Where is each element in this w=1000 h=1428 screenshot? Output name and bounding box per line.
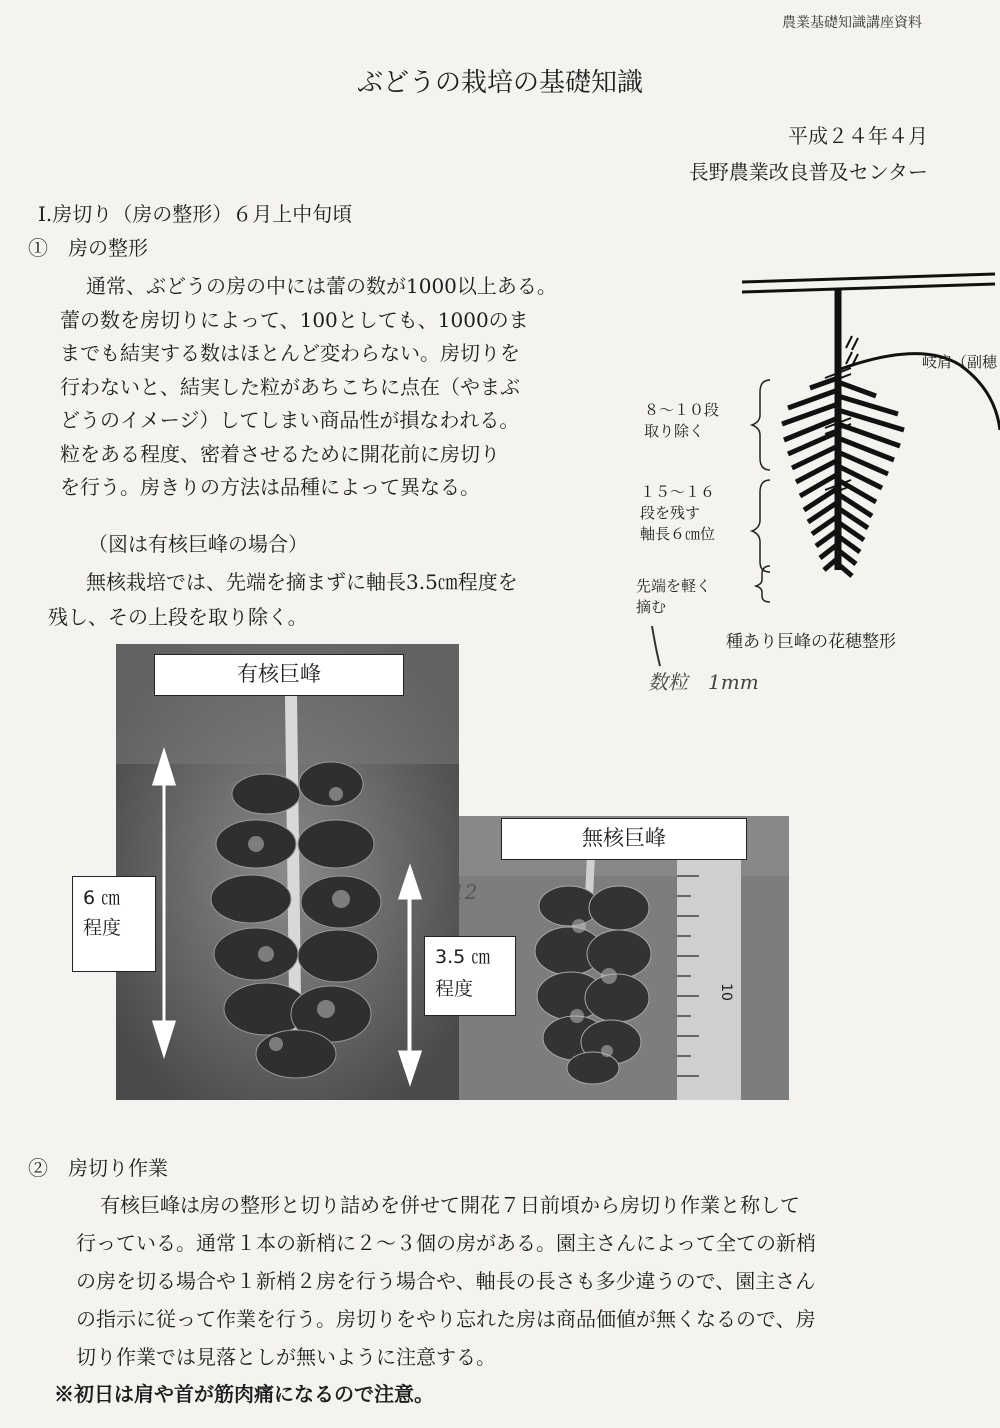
label-line: 取り除く [644, 422, 705, 440]
paragraph-line: の指示に従って作業を行う。房切りをやり忘れた房は商品価値が無くなるので、房 [76, 1307, 816, 1331]
paragraph-line: の房を切る場合や１新梢２房を行う場合や、軸長の長さも多少違うので、園主さん [76, 1269, 816, 1293]
handwritten-mark: 12 [452, 880, 478, 904]
document-organization: 長野農業改良普及センター [688, 160, 928, 184]
paragraph-line: 有核巨峰は房の整形と切り詰めを併せて開花７日前頃から房切り作業と称して [100, 1193, 800, 1217]
paragraph-line: 蕾の数を房切りによって、100としても、1000のま [60, 307, 529, 332]
diagram-caption: 種あり巨峰の花穂整形 [726, 632, 896, 652]
label-line: 軸長６㎝位 [640, 525, 716, 543]
label-remove [644, 400, 719, 442]
subsection-1-heading: ① 房の整形 [28, 236, 148, 260]
paragraph-bunch-shaping [60, 270, 557, 505]
measure-line: 程度 [435, 978, 474, 1000]
paragraph-line: 行わないと、結実した粒があちこちに点在（やまぶ [60, 374, 520, 399]
label-line: 摘む [636, 598, 667, 616]
paragraph-line: どうのイメージ）してしまい商品性が損なわれる。 [60, 408, 520, 432]
flower-cluster-diagram [620, 270, 1000, 710]
ruler-number: 10 [717, 983, 734, 1001]
measure-arrow-seedless [398, 868, 422, 1082]
label-line: 先端を軽く [636, 577, 712, 595]
section-1-heading: Ⅰ.房切り（房の整形）６月上中旬頃 [38, 202, 353, 226]
header-note: 農業基礎知識講座資料 [782, 15, 922, 31]
label-line: 段を残す [640, 504, 701, 522]
label-shoulder: 岐肩（副穂 [922, 353, 998, 371]
measure-line: 程度 [83, 917, 122, 939]
paragraph-seedless [48, 565, 518, 635]
paragraph-line: 切り作業では見落としが無いように注意する。 [76, 1345, 496, 1369]
document-date: 平成２４年４月 [788, 124, 928, 148]
measure-line: 3.5 ㎝ [435, 946, 491, 968]
label-line: １５～１６ [640, 483, 716, 501]
paragraph-line: 粒をある程度、密着させるために開花前に房切り [60, 441, 500, 466]
page-title: ぶどうの栽培の基礎知識 [356, 68, 643, 98]
photo-label-seedless: 無核巨峰 [501, 818, 747, 860]
photo-label-seeded: 有核巨峰 [154, 654, 404, 696]
label-tip [636, 576, 711, 618]
measure-box-6cm [72, 876, 156, 972]
paragraph-line: 無核栽培では、先端を摘まずに軸長3.5㎝程度を [86, 570, 518, 594]
paragraph-line: 行っている。通常１本の新梢に２～３個の房がある。園主さんによって全ての新梢 [76, 1231, 816, 1255]
handwritten-note: 数粒 1mm [648, 670, 759, 694]
paragraph-cutting-work [76, 1186, 816, 1376]
label-keep [640, 482, 715, 545]
measure-line: 6 ㎝ [83, 887, 121, 909]
paragraph-line: 通常、ぶどうの房の中には蕾の数が1000以上ある。 [86, 274, 557, 298]
measure-box-3-5cm [424, 936, 516, 1016]
paragraph-line: までも結実する数はほとんど変わらない。房切りを [60, 341, 520, 365]
paragraph-line: を行う。房きりの方法は品種によって異なる。 [60, 475, 480, 499]
paragraph-line: 残し、その上段を取り除く。 [48, 605, 308, 629]
figure-note: （図は有核巨峰の場合） [88, 532, 308, 556]
caution-note: ※初日は肩や首が筋肉痛になるので注意。 [54, 1382, 434, 1406]
label-line: ８～１０段 [644, 401, 720, 419]
subsection-2-heading: ② 房切り作業 [28, 1156, 168, 1180]
